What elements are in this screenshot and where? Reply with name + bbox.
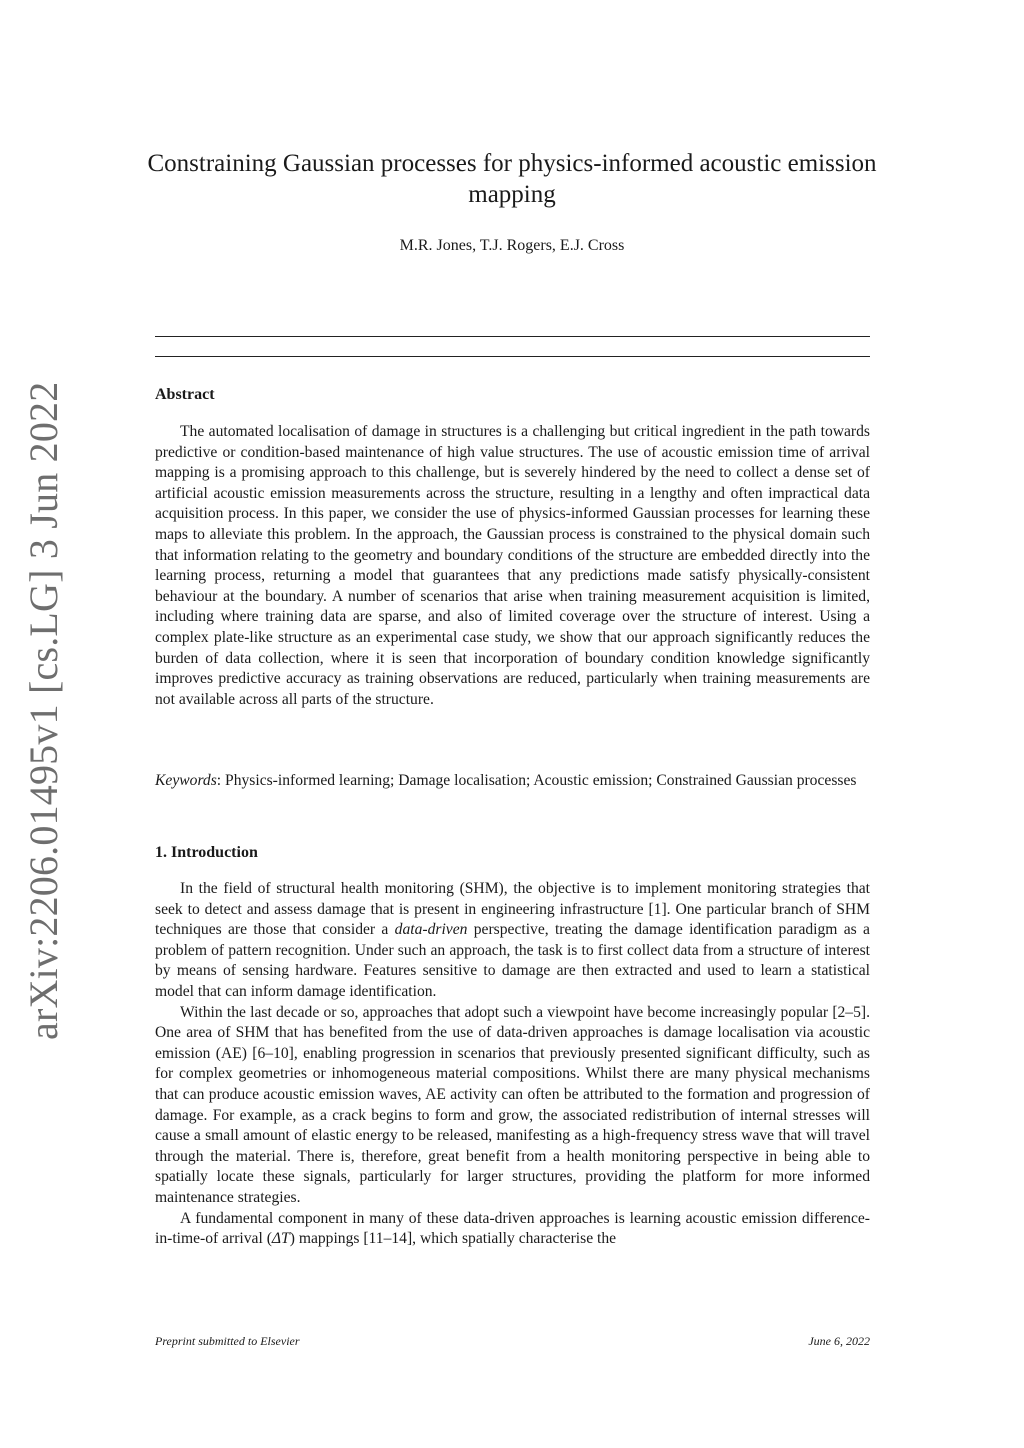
arxiv-identifier-stamp: arXiv:2206.01495v1 [cs.LG] 3 Jun 2022	[21, 381, 66, 1040]
introduction-heading: 1. Introduction	[155, 844, 258, 861]
paper-authors: M.R. Jones, T.J. Rogers, E.J. Cross	[399, 237, 625, 254]
divider-top	[155, 336, 870, 337]
divider-bottom	[155, 356, 870, 357]
abstract-heading: Abstract	[155, 386, 215, 403]
introduction-body	[155, 879, 870, 1250]
emphasis-data-driven: data-driven	[394, 921, 468, 939]
keywords-list: : Physics-informed learning; Damage localisation; Acoustic emission; Constrained Gaussian processes	[216, 772, 857, 789]
keywords	[155, 771, 870, 792]
intro-paragraph-1: In the field of structural health monitoring (SHM), the objective is to implement monitoring strategies that seek to detect and assess damage that is present in engineering infrastructure [1]. One particular branch of SHM techniques are those that consider a data-driven perspective, treating the damage identification paradigm as a problem of pattern recognition. Under such an approach, the task is to first collect data from a structure of interest by means of sensing hardware. Features sensitive to damage are then extracted and used to learn a statistical model that can inform damage identification.	[155, 880, 870, 1000]
abstract-paragraph: The automated localisation of damage in structures is a challenging but critical ingredient in the path towards predictive or condition-based maintenance of high value structures. The use of acoustic emission time of arrival mapping is a promising approach to this challenge, but is severely hindered by the need to collect a dense set of artificial acoustic emission measurements across the structure, resulting in a lengthy and often impractical data acquisition process. In this paper, we consider the use of physics-informed Gaussian processes for learning these maps to alleviate this problem. In the approach, the Gaussian process is constrained to the physical domain such that information relating to the geometry and boundary conditions of the structure are embedded directly into the learning process, returning a model that guarantees that any predictions made satisfy physically-consistent behaviour at the boundary. A number of scenarios that arise when training measurement acquisition is limited, including where training data are sparse, and also of limited coverage over the structure of interest. Using a complex plate-like structure as an experimental case study, we show that our approach significantly reduces the burden of data collection, where it is seen that incorporation of boundary condition knowledge significantly improves predictive accuracy as training observations are reduced, particularly when training measurements are not available across all parts of the structure.	[155, 423, 870, 708]
paper-title: Constraining Gaussian processes for physics-informed acoustic emission mapping	[147, 150, 877, 208]
abstract-body	[155, 422, 870, 710]
intro-paragraph-3: A fundamental component in many of these data-driven approaches is learning acoustic emission difference-in-time-of arrival (ΔT) mappings [11–14], which spatially characterise the	[155, 1209, 870, 1248]
math-delta-t: ΔT	[271, 1230, 290, 1248]
footer-date: June 6, 2022	[808, 1334, 870, 1348]
intro-paragraph-2: Within the last decade or so, approaches that adopt such a viewpoint have become increasingly popular [2–5]. One area of SHM that has benefited from the use of data-driven approaches is damage localisation via acoustic emission (AE) [6–10], enabling progression in scenarios that previously presented significant difficulty, such as for complex geometries or inhomogeneous material compositions. Whilst there are many physical mechanisms that can produce acoustic emission waves, AE activity can often be attributed to the formation and progression of damage. For example, as a crack begins to form and grow, the associated redistribution of internal stresses will cause a small amount of elastic energy to be released, manifesting as a high-frequency stress wave that will travel through the material. There is, therefore, great benefit from a health monitoring perspective in being able to spatially locate these signals, particularly for larger structures, providing the platform for more informed maintenance strategies.	[155, 1003, 870, 1206]
keywords-label: Keywords	[155, 772, 217, 789]
footer-preprint-note: Preprint submitted to Elsevier	[155, 1334, 300, 1348]
